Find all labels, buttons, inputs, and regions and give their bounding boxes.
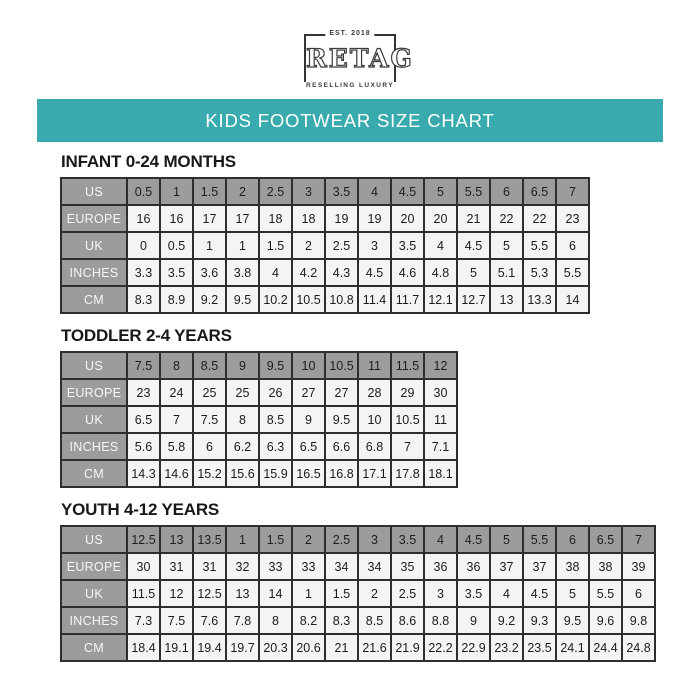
size-value-cell: 7.8 [226, 607, 259, 634]
size-value-cell: 3 [358, 232, 391, 259]
size-value-cell: 8 [160, 352, 193, 379]
size-value-cell: 33 [259, 553, 292, 580]
size-value-cell: 6.5 [292, 433, 325, 460]
size-value-cell: 10.2 [259, 286, 292, 313]
size-value-cell: 8.3 [325, 607, 358, 634]
size-value-cell: 3.8 [226, 259, 259, 286]
size-value-cell: 22 [523, 205, 556, 232]
size-value-cell: 0 [127, 232, 160, 259]
size-value-cell: 0.5 [160, 232, 193, 259]
size-value-cell: 6.5 [523, 178, 556, 205]
table-row-uk [61, 580, 655, 607]
size-value-cell: 7.5 [160, 607, 193, 634]
size-value-cell: 32 [226, 553, 259, 580]
size-value-cell: 0.5 [127, 178, 160, 205]
size-value-cell: 1 [193, 232, 226, 259]
size-value-cell: 7 [391, 433, 424, 460]
row-label-cell: INCHES [61, 259, 127, 286]
size-value-cell: 22.2 [424, 634, 457, 661]
row-label-cell: CM [61, 634, 127, 661]
size-value-cell: 7.5 [193, 406, 226, 433]
size-value-cell: 21.9 [391, 634, 424, 661]
table-row-cm [61, 634, 655, 661]
size-value-cell: 28 [358, 379, 391, 406]
size-value-cell: 30 [424, 379, 457, 406]
size-value-cell: 3 [358, 526, 391, 553]
row-label-cell: CM [61, 460, 127, 487]
youth-section [60, 501, 700, 662]
size-value-cell: 9.5 [325, 406, 358, 433]
row-label-cell: EUROPE [61, 205, 127, 232]
table-row-europe [61, 553, 655, 580]
size-value-cell: 25 [193, 379, 226, 406]
size-value-cell: 6.5 [589, 526, 622, 553]
size-value-cell: 8.6 [391, 607, 424, 634]
size-value-cell: 35 [391, 553, 424, 580]
size-value-cell: 11.7 [391, 286, 424, 313]
size-value-cell: 39 [622, 553, 655, 580]
size-value-cell: 37 [523, 553, 556, 580]
toddler-size-table-wrap [60, 351, 700, 488]
size-value-cell: 7.1 [424, 433, 457, 460]
size-value-cell: 12.5 [193, 580, 226, 607]
size-value-cell: 13 [160, 526, 193, 553]
size-value-cell: 9.5 [226, 286, 259, 313]
size-value-cell: 10 [292, 352, 325, 379]
size-value-cell: 5 [490, 232, 523, 259]
size-value-cell: 4.2 [292, 259, 325, 286]
size-value-cell: 3.5 [391, 232, 424, 259]
size-value-cell: 12.1 [424, 286, 457, 313]
size-value-cell: 19 [325, 205, 358, 232]
size-value-cell: 24 [160, 379, 193, 406]
size-value-cell: 5.3 [523, 259, 556, 286]
toddler-size-table [60, 351, 458, 488]
size-value-cell: 12.5 [127, 526, 160, 553]
table-row-uk [61, 232, 589, 259]
table-row-inches [61, 259, 589, 286]
size-value-cell: 6 [556, 232, 589, 259]
size-value-cell: 38 [589, 553, 622, 580]
table-row-us [61, 526, 655, 553]
size-value-cell: 16 [127, 205, 160, 232]
size-value-cell: 18.1 [424, 460, 457, 487]
size-value-cell: 24.4 [589, 634, 622, 661]
size-value-cell: 1.5 [325, 580, 358, 607]
size-value-cell: 18 [292, 205, 325, 232]
size-value-cell: 8.5 [193, 352, 226, 379]
size-value-cell: 11 [358, 352, 391, 379]
size-value-cell: 34 [358, 553, 391, 580]
size-value-cell: 34 [325, 553, 358, 580]
youth-size-table [60, 525, 656, 662]
size-value-cell: 9.2 [490, 607, 523, 634]
size-value-cell: 10.5 [325, 352, 358, 379]
size-value-cell: 14.6 [160, 460, 193, 487]
size-value-cell: 15.6 [226, 460, 259, 487]
size-value-cell: 7.3 [127, 607, 160, 634]
row-label-cell: UK [61, 580, 127, 607]
table-row-cm [61, 286, 589, 313]
size-value-cell: 17 [226, 205, 259, 232]
size-value-cell: 9 [457, 607, 490, 634]
size-value-cell: 4 [358, 178, 391, 205]
size-value-cell: 12 [424, 352, 457, 379]
size-value-cell: 2.5 [325, 232, 358, 259]
row-label-cell: US [61, 178, 127, 205]
size-value-cell: 25 [226, 379, 259, 406]
size-value-cell: 16.8 [325, 460, 358, 487]
infant-size-table-wrap [60, 177, 700, 314]
size-value-cell: 5 [424, 178, 457, 205]
size-value-cell: 5.6 [127, 433, 160, 460]
size-value-cell: 19.7 [226, 634, 259, 661]
size-value-cell: 23 [556, 205, 589, 232]
size-value-cell: 11 [424, 406, 457, 433]
size-value-cell: 30 [127, 553, 160, 580]
size-value-cell: 27 [325, 379, 358, 406]
size-value-cell: 24.1 [556, 634, 589, 661]
size-value-cell: 6 [622, 580, 655, 607]
size-value-cell: 8.3 [127, 286, 160, 313]
row-label-cell: EUROPE [61, 553, 127, 580]
table-row-europe [61, 205, 589, 232]
size-value-cell: 9 [226, 352, 259, 379]
size-value-cell: 4.3 [325, 259, 358, 286]
size-value-cell: 4.5 [457, 232, 490, 259]
size-value-cell: 3.5 [325, 178, 358, 205]
size-value-cell: 18 [259, 205, 292, 232]
size-value-cell: 31 [160, 553, 193, 580]
size-value-cell: 10.5 [292, 286, 325, 313]
size-value-cell: 22.9 [457, 634, 490, 661]
size-value-cell: 8.5 [259, 406, 292, 433]
size-value-cell: 15.9 [259, 460, 292, 487]
size-value-cell: 7 [556, 178, 589, 205]
size-value-cell: 3 [424, 580, 457, 607]
size-value-cell: 10 [358, 406, 391, 433]
size-value-cell: 1.5 [259, 232, 292, 259]
table-row-cm [61, 460, 457, 487]
size-value-cell: 4.5 [358, 259, 391, 286]
size-value-cell: 10.8 [325, 286, 358, 313]
size-value-cell: 14.3 [127, 460, 160, 487]
size-value-cell: 9.8 [622, 607, 655, 634]
size-value-cell: 3.5 [391, 526, 424, 553]
size-value-cell: 6.2 [226, 433, 259, 460]
size-value-cell: 17 [193, 205, 226, 232]
size-value-cell: 5.8 [160, 433, 193, 460]
size-value-cell: 23.2 [490, 634, 523, 661]
size-value-cell: 1 [160, 178, 193, 205]
size-value-cell: 6 [193, 433, 226, 460]
size-value-cell: 5.5 [457, 178, 490, 205]
size-value-cell: 9 [292, 406, 325, 433]
row-label-cell: CM [61, 286, 127, 313]
row-label-cell: INCHES [61, 433, 127, 460]
size-value-cell: 5.5 [556, 259, 589, 286]
size-value-cell: 1 [226, 232, 259, 259]
row-label-cell: US [61, 352, 127, 379]
size-value-cell: 4 [490, 580, 523, 607]
size-value-cell: 8.2 [292, 607, 325, 634]
size-value-cell: 7 [160, 406, 193, 433]
size-value-cell: 6.6 [325, 433, 358, 460]
size-value-cell: 9.5 [556, 607, 589, 634]
size-value-cell: 2 [292, 526, 325, 553]
size-value-cell: 20.3 [259, 634, 292, 661]
size-value-cell: 9.3 [523, 607, 556, 634]
size-value-cell: 11.5 [127, 580, 160, 607]
size-value-cell: 18.4 [127, 634, 160, 661]
size-value-cell: 4.8 [424, 259, 457, 286]
size-value-cell: 20.6 [292, 634, 325, 661]
table-row-us [61, 352, 457, 379]
size-value-cell: 20 [391, 205, 424, 232]
size-value-cell: 6 [556, 526, 589, 553]
size-value-cell: 5.5 [523, 526, 556, 553]
size-value-cell: 21 [325, 634, 358, 661]
size-value-cell: 11.5 [391, 352, 424, 379]
size-value-cell: 3.5 [457, 580, 490, 607]
size-value-cell: 3.6 [193, 259, 226, 286]
size-value-cell: 1 [292, 580, 325, 607]
size-value-cell: 15.2 [193, 460, 226, 487]
size-value-cell: 5.1 [490, 259, 523, 286]
row-label-cell: US [61, 526, 127, 553]
size-value-cell: 4 [424, 526, 457, 553]
size-value-cell: 6.8 [358, 433, 391, 460]
size-value-cell: 1.5 [193, 178, 226, 205]
size-value-cell: 1.5 [259, 526, 292, 553]
size-value-cell: 8 [226, 406, 259, 433]
table-row-us [61, 178, 589, 205]
youth-size-table-wrap [60, 525, 700, 662]
toddler-section [60, 327, 700, 488]
logo-tagline-text: RESELLING LUXURY [302, 82, 398, 89]
size-value-cell: 11.4 [358, 286, 391, 313]
size-value-cell: 19.4 [193, 634, 226, 661]
row-label-cell: UK [61, 232, 127, 259]
size-value-cell: 19 [358, 205, 391, 232]
infant-section [60, 153, 700, 314]
size-value-cell: 16.5 [292, 460, 325, 487]
table-row-inches [61, 433, 457, 460]
size-value-cell: 4 [424, 232, 457, 259]
size-value-cell: 1 [226, 526, 259, 553]
size-value-cell: 36 [424, 553, 457, 580]
logo-brand-text: RETAG [306, 44, 414, 73]
size-value-cell: 27 [292, 379, 325, 406]
size-value-cell: 12.7 [457, 286, 490, 313]
size-value-cell: 13.3 [523, 286, 556, 313]
size-value-cell: 12 [160, 580, 193, 607]
size-value-cell: 7 [622, 526, 655, 553]
table-row-uk [61, 406, 457, 433]
size-value-cell: 17.1 [358, 460, 391, 487]
tables-area [60, 153, 700, 662]
size-value-cell: 6 [490, 178, 523, 205]
size-value-cell: 13 [490, 286, 523, 313]
toddler-section-title: TODDLER 2-4 YEARS [61, 326, 232, 345]
size-value-cell: 20 [424, 205, 457, 232]
size-value-cell: 2.5 [259, 178, 292, 205]
size-value-cell: 19.1 [160, 634, 193, 661]
size-value-cell: 38 [556, 553, 589, 580]
size-value-cell: 8.5 [358, 607, 391, 634]
size-value-cell: 14 [556, 286, 589, 313]
size-value-cell: 4.5 [391, 178, 424, 205]
chart-title-banner: KIDS FOOTWEAR SIZE CHART [37, 99, 663, 142]
row-label-cell: INCHES [61, 607, 127, 634]
size-value-cell: 16 [160, 205, 193, 232]
size-value-cell: 21.6 [358, 634, 391, 661]
size-value-cell: 13.5 [193, 526, 226, 553]
table-row-inches [61, 607, 655, 634]
size-value-cell: 22 [490, 205, 523, 232]
size-value-cell: 6.3 [259, 433, 292, 460]
size-value-cell: 37 [490, 553, 523, 580]
size-value-cell: 5 [556, 580, 589, 607]
size-value-cell: 3 [292, 178, 325, 205]
size-value-cell: 5.5 [523, 232, 556, 259]
size-value-cell: 9.6 [589, 607, 622, 634]
size-value-cell: 36 [457, 553, 490, 580]
size-value-cell: 26 [259, 379, 292, 406]
size-value-cell: 4 [259, 259, 292, 286]
size-value-cell: 3.3 [127, 259, 160, 286]
size-value-cell: 8.8 [424, 607, 457, 634]
size-value-cell: 2 [358, 580, 391, 607]
size-value-cell: 17.8 [391, 460, 424, 487]
size-value-cell: 5 [490, 526, 523, 553]
size-value-cell: 4.6 [391, 259, 424, 286]
retag-logo [304, 30, 414, 89]
size-value-cell: 24.8 [622, 634, 655, 661]
size-value-cell: 7.6 [193, 607, 226, 634]
size-value-cell: 2.5 [391, 580, 424, 607]
infant-section-title: INFANT 0-24 MONTHS [61, 152, 236, 171]
table-row-europe [61, 379, 457, 406]
size-value-cell: 3.5 [160, 259, 193, 286]
size-value-cell: 6.5 [127, 406, 160, 433]
size-value-cell: 9.2 [193, 286, 226, 313]
size-value-cell: 31 [193, 553, 226, 580]
size-value-cell: 7.5 [127, 352, 160, 379]
size-value-cell: 4.5 [523, 580, 556, 607]
infant-size-table [60, 177, 590, 314]
size-value-cell: 8 [259, 607, 292, 634]
size-value-cell: 2 [292, 232, 325, 259]
row-label-cell: UK [61, 406, 127, 433]
size-value-cell: 21 [457, 205, 490, 232]
logo-established-text: EST. 2018 [325, 30, 374, 37]
row-label-cell: EUROPE [61, 379, 127, 406]
size-value-cell: 2.5 [325, 526, 358, 553]
size-value-cell: 2 [226, 178, 259, 205]
size-value-cell: 4.5 [457, 526, 490, 553]
size-value-cell: 29 [391, 379, 424, 406]
size-value-cell: 13 [226, 580, 259, 607]
size-value-cell: 9.5 [259, 352, 292, 379]
size-value-cell: 10.5 [391, 406, 424, 433]
youth-section-title: YOUTH 4-12 YEARS [61, 500, 220, 519]
size-value-cell: 5 [457, 259, 490, 286]
size-value-cell: 23 [127, 379, 160, 406]
size-value-cell: 33 [292, 553, 325, 580]
size-value-cell: 8.9 [160, 286, 193, 313]
size-value-cell: 14 [259, 580, 292, 607]
size-value-cell: 23.5 [523, 634, 556, 661]
size-value-cell: 5.5 [589, 580, 622, 607]
